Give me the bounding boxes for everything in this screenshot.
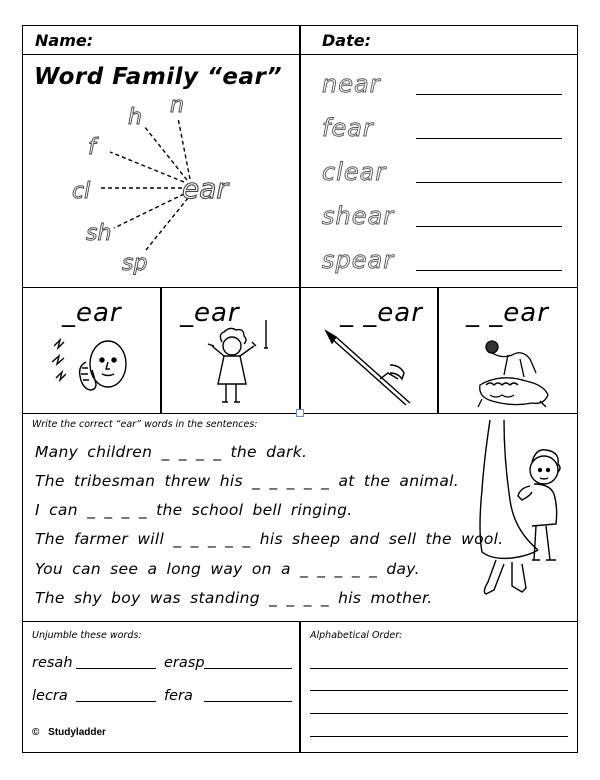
onset-f: f (88, 135, 96, 160)
sentence-4[interactable]: The farmer will _ _ _ _ _ his sheep and sell the wool. (35, 530, 504, 548)
write-line-shear[interactable] (416, 226, 562, 227)
onset-sp: sp (122, 251, 148, 276)
alphabetical-label: Alphabetical Order: (310, 630, 403, 641)
alphabetical-line-2[interactable] (310, 690, 568, 691)
unjumble-line-4[interactable] (204, 701, 292, 702)
sentence-3[interactable]: I can _ _ _ _ the school bell ringing. (35, 501, 353, 519)
unjumble-word-2: erasp (164, 655, 205, 671)
unjumble-label: Unjumble these words: (32, 630, 142, 641)
picture-divider-1 (160, 287, 162, 414)
onset-cl: cl (72, 179, 91, 204)
trace-word-shear: shear (322, 202, 395, 230)
trace-word-clear: clear (322, 158, 387, 186)
bottom-divider (299, 621, 301, 753)
word-family-diagram (22, 90, 298, 286)
shearing-sheep-icon (470, 335, 560, 410)
trace-word-fear: fear (322, 114, 374, 142)
unjumble-word-4: fera (164, 688, 193, 704)
write-line-clear[interactable] (416, 182, 562, 183)
worksheet-title: Word Family “ear” (34, 64, 283, 90)
hearing-icon (50, 332, 140, 402)
prompt-3: _ _ear (340, 298, 423, 328)
alphabetical-line-1[interactable] (310, 668, 568, 669)
prompt-4: _ _ear (466, 298, 549, 328)
shy-boy-icon (476, 420, 574, 598)
copyright-icon: © (32, 727, 40, 738)
brand-name: Studyladder (48, 727, 106, 738)
sentence-2[interactable]: The tribesman threw his _ _ _ _ _ at the animal. (35, 472, 459, 490)
top-divider (299, 54, 301, 288)
girl-fear-icon (200, 318, 280, 410)
header-divider (299, 25, 301, 55)
prompt-1: _ear (62, 298, 122, 328)
unjumble-line-1[interactable] (76, 668, 156, 669)
onset-n: n (170, 93, 184, 118)
onset-h: h (128, 105, 142, 130)
trace-word-near: near (322, 70, 381, 98)
prompt-2: _ear (180, 298, 240, 328)
sentences-instruction: Write the correct “ear” words in the sentences: (32, 419, 258, 430)
picture-divider-2 (299, 287, 301, 414)
footer (32, 727, 106, 738)
picture-divider-3 (437, 287, 439, 414)
name-label: Name: (35, 31, 94, 50)
write-line-spear[interactable] (416, 270, 562, 271)
sentence-1[interactable]: Many children _ _ _ _ the dark. (35, 443, 308, 461)
unjumble-word-1: resah (32, 655, 73, 671)
alphabetical-line-4[interactable] (310, 736, 568, 737)
sentence-5[interactable]: You can see a long way on a _ _ _ _ _ day. (35, 560, 420, 578)
onset-sh: sh (86, 221, 112, 246)
unjumble-line-3[interactable] (76, 701, 156, 702)
unjumble-line-2[interactable] (204, 668, 292, 669)
write-line-near[interactable] (416, 94, 562, 95)
rime-ear: ear (182, 172, 228, 205)
sentence-6[interactable]: The shy boy was standing _ _ _ _ his mother. (35, 589, 433, 607)
trace-word-spear: spear (322, 246, 395, 274)
write-line-fear[interactable] (416, 138, 562, 139)
unjumble-word-3: lecra (32, 688, 68, 704)
date-label: Date: (322, 31, 371, 50)
alphabetical-line-3[interactable] (310, 713, 568, 714)
section-handle[interactable] (296, 409, 304, 417)
spear-icon (320, 325, 415, 410)
